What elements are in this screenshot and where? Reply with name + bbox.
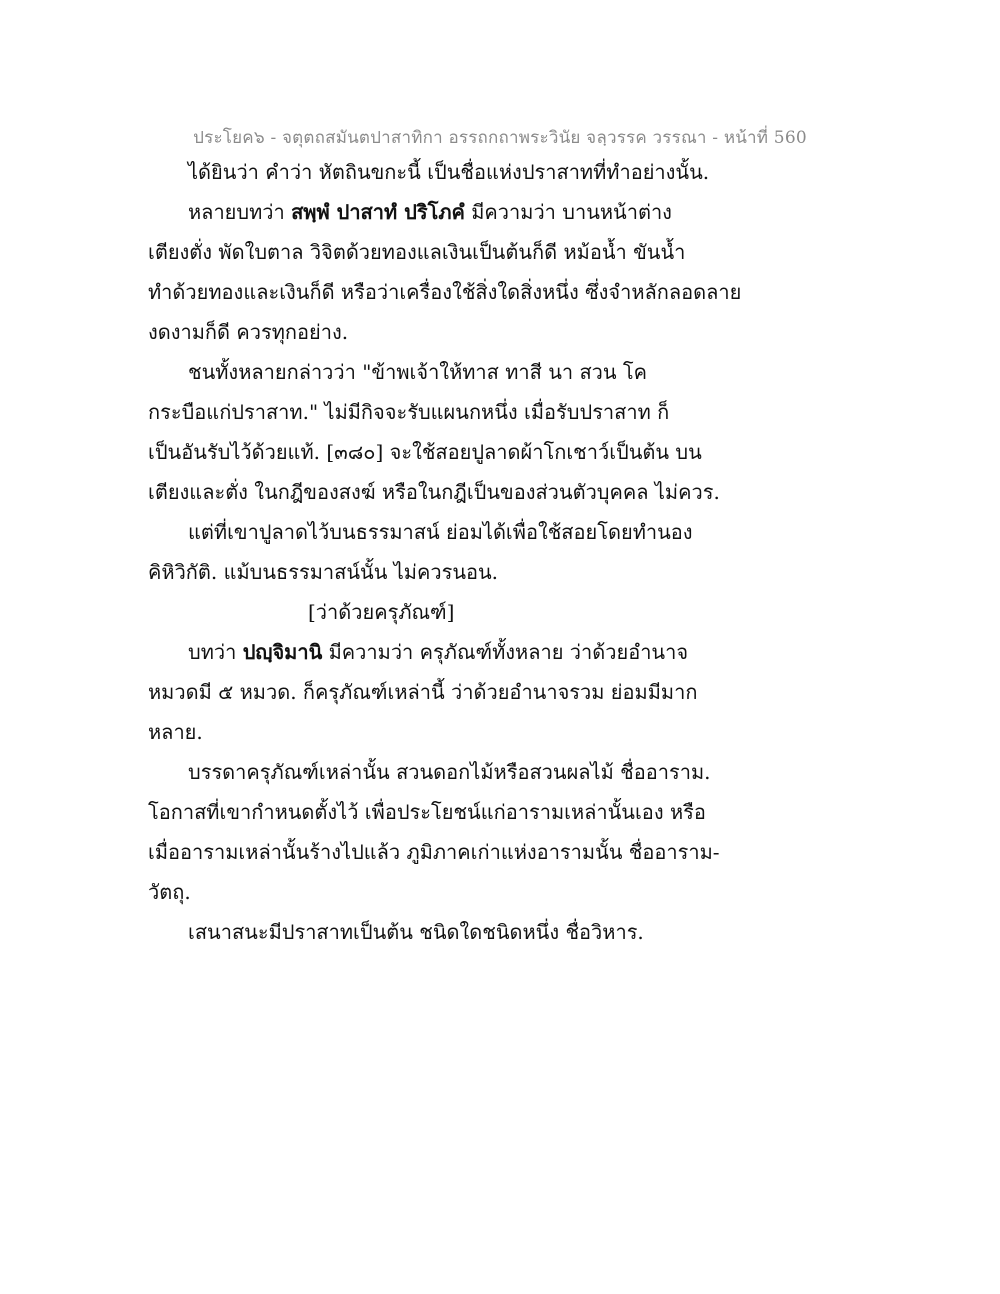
section-heading bbox=[148, 592, 748, 632]
paragraph bbox=[148, 752, 748, 912]
text-span: เตียงตั่ง พัดใบตาล วิจิตด้วยทองแลเงินเป็นต้นก็ดี หม้อน้ำ ขันน้ำ bbox=[148, 240, 686, 264]
text-line bbox=[148, 592, 748, 632]
bold-term: ปญฺจิมานิ bbox=[242, 640, 323, 664]
text-span: [ว่าด้วยครุภัณฑ์] bbox=[308, 600, 455, 624]
text-span: วัตถุ. bbox=[148, 880, 191, 904]
text-span: งดงามก็ดี ควรทุกอย่าง. bbox=[148, 320, 349, 344]
text-line bbox=[148, 512, 748, 552]
text-line bbox=[148, 272, 748, 312]
text-span: เมื่ออารามเหล่านั้นร้างไปแล้ว ภูมิภาคเก่าแห่งอารามนั้น ชื่ออาราม- bbox=[148, 840, 720, 864]
text-span: มีความว่า บานหน้าต่าง bbox=[464, 200, 672, 224]
text-line bbox=[148, 672, 748, 712]
text-span: แต่ที่เขาปูลาดไว้บนธรรมาสน์ ย่อมได้เพื่อใช้สอยโดยทำนอง bbox=[188, 520, 693, 544]
page-header: ประโยค๖ - จตุตถสมันตปาสาทิกา อรรถกถาพระวินัย จลฺวรรค วรรณา - หน้าที่ 560 bbox=[193, 128, 807, 148]
text-span: ได้ยินว่า คำว่า หัตถินขกะนี้ เป็นชื่อแห่งปราสาทที่ทำอย่างนั้น. bbox=[188, 160, 710, 184]
text-span: มีความว่า ครุภัณฑ์ทั้งหลาย ว่าด้วยอำนาจ bbox=[322, 640, 689, 664]
text-span: ชนทั้งหลายกล่าวว่า "ข้าพเจ้าให้ทาส ทาสี นา สวน โค bbox=[188, 360, 648, 384]
text-line bbox=[148, 792, 748, 832]
paragraph bbox=[148, 512, 748, 592]
text-line bbox=[148, 192, 748, 232]
text-line bbox=[148, 392, 748, 432]
text-span: ทำด้วยทองและเงินก็ดี หรือว่าเครื่องใช้สิ่งใดสิ่งหนึ่ง ซึ่งจำหลักลอดลาย bbox=[148, 280, 742, 304]
text-line bbox=[148, 832, 748, 872]
text-span: เตียงและตั่ง ในกฎีของสงฆ์ หรือในกฎีเป็นของส่วนตัวบุคคล ไม่ควร. bbox=[148, 480, 720, 504]
paragraph bbox=[148, 352, 748, 512]
text-line bbox=[148, 472, 748, 512]
text-line bbox=[148, 872, 748, 912]
text-line bbox=[148, 432, 748, 472]
paragraph bbox=[148, 192, 748, 352]
paragraph bbox=[148, 152, 748, 192]
text-span: เป็นอันรับไว้ด้วยแท้. [๓๘๐] จะใช้สอยปูลาดผ้าโกเชาว์เป็นต้น บน bbox=[148, 440, 702, 464]
bold-term: สพฺพํ ปาสาทํ ปริโภคํ bbox=[291, 200, 465, 224]
paragraph bbox=[148, 632, 748, 752]
document-body bbox=[148, 152, 748, 952]
text-line bbox=[148, 152, 748, 192]
text-line bbox=[148, 632, 748, 672]
text-span: หลาย. bbox=[148, 720, 203, 744]
text-span: หลายบทว่า bbox=[188, 200, 292, 224]
paragraph bbox=[148, 912, 748, 952]
text-span: โอกาสที่เขากำหนดตั้งไว้ เพื่อประโยชน์แก่อารามเหล่านั้นเอง หรือ bbox=[148, 800, 706, 824]
text-span: บรรดาครุภัณฑ์เหล่านั้น สวนดอกไม้หรือสวนผลไม้ ชื่ออาราม. bbox=[188, 760, 711, 784]
text-line bbox=[148, 712, 748, 752]
text-line bbox=[148, 752, 748, 792]
text-line bbox=[148, 312, 748, 352]
text-span: เสนาสนะมีปราสาทเป็นต้น ชนิดใดชนิดหนึ่ง ชื่อวิหาร. bbox=[188, 920, 644, 944]
text-line bbox=[148, 352, 748, 392]
text-line bbox=[148, 912, 748, 952]
text-span: หมวดมี ๕ หมวด. ก็ครุภัณฑ์เหล่านี้ ว่าด้วยอำนาจรวม ย่อมมีมาก bbox=[148, 680, 698, 704]
text-line bbox=[148, 552, 748, 592]
text-line bbox=[148, 232, 748, 272]
text-span: บทว่า bbox=[188, 640, 243, 664]
text-span: คิหิวิกัติ. แม้บนธรรมาสน์นั้น ไม่ควรนอน. bbox=[148, 560, 499, 584]
text-span: กระบือแก่ปราสาท." ไม่มีกิจจะรับแผนกหนึ่ง เมื่อรับปราสาท ก็ bbox=[148, 400, 670, 424]
